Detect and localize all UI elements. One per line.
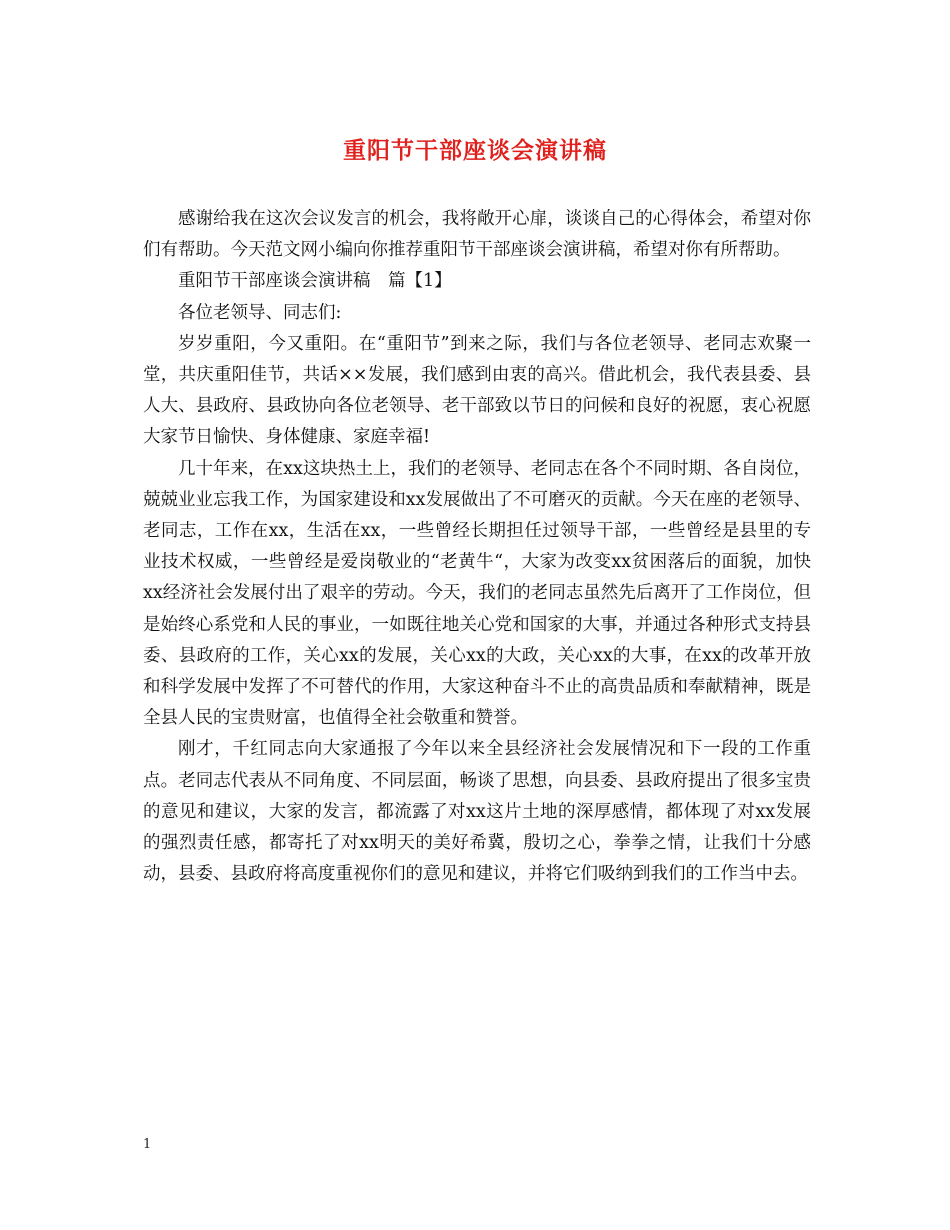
paragraph-intro: 感谢给我在这次会议发言的机会，我将敞开心扉，谈谈自己的心得体会，希望对你们有帮助。今天范文网小编向你推荐重阳节干部座谈会演讲稿，希望对你有所帮助。	[143, 209, 811, 261]
paragraph-contributions: 几十年来，在xx这块热土上，我们的老领导、老同志在各个不同时期、各自岗位，兢兢业业忘我工作，为国家建设和xx发展做出了不可磨灭的贡献。今天在座的老领导、老同志，工作在xx，生活在xx，一些曾经长期担任过领导干部，一些曾经是县里的专业技术权威，一些曾经是爱岗敬业的“老黄牛“，大家为改变xx贫困落后的面貌，加快xx经济社会发展付出了艰辛的劳动。今天，我们的老同志虽然先后离开了工作岗位，但是始终心系党和人民的事业，一如既往地关心党和国家的大事，并通过各种形式支持县委、县政府的工作，关心xx的发展，关心xx的大政，关心xx的大事，在xx的改革开放和科学发展中发挥了不可替代的作用，大家这种奋斗不止的高贵品质和奉献精神，既是全县人民的宝贵财富，也值得全社会敬重和赞誉。	[143, 458, 811, 729]
paragraph-section-heading: 重阳节干部座谈会演讲稿 篇【1】	[178, 271, 452, 292]
document-title: 重阳节干部座谈会演讲稿	[343, 137, 607, 164]
paragraph-greeting: 岁岁重阳，今又重阳。在“重阳节”到来之际，我们与各位老领导、老同志欢聚一堂，共庆重阳佳节，共话××发展，我们感到由衷的高兴。借此机会，我代表县委、县人大、县政府、县政协向各位老领导、老干部致以节日的问候和良好的祝愿，衷心祝愿大家节日愉快、身体健康、家庭幸福!	[143, 333, 811, 448]
page-number: 1	[143, 1137, 152, 1152]
paragraph-salutation: 各位老领导、同志们:	[178, 302, 342, 323]
paragraph-feedback: 刚才，千红同志向大家通报了今年以来全县经济社会发展情况和下一段的工作重点。老同志代表从不同角度、不同层面，畅谈了思想，向县委、县政府提出了很多宝贵的意见和建议，大家的发言，都流露了对xx这片土地的深厚感情，都体现了对xx发展的强烈责任感，都寄托了对xx明天的美好希冀，殷切之心，拳拳之情，让我们十分感动，县委、县政府将高度重视你们的意见和建议，并将它们吸纳到我们的工作当中去。	[143, 739, 811, 885]
document-body	[143, 204, 811, 890]
